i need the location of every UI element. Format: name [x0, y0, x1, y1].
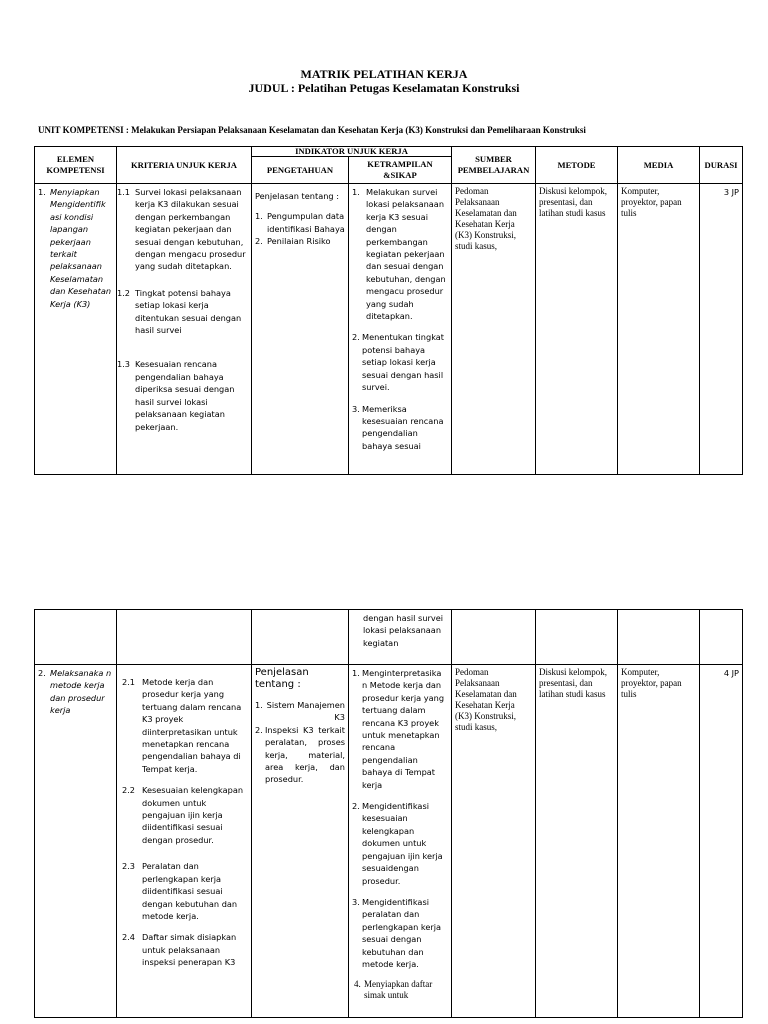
elemen-cell: 2. Melaksanaka n metode kerja dan prosedur kerja — [38, 668, 112, 716]
document-title: MATRIK PELATIHAN KERJA — [300, 67, 468, 81]
matrix-table-1 — [34, 146, 743, 475]
kriteria-item: 2.4 Daftar simak disiapkan untuk pelaksanaan inspeksi penerapan K3 — [122, 932, 237, 968]
header-media: MEDIA — [618, 147, 700, 184]
ketrampilan-item: 1. Menginterpretasika n Metode kerja dan prosedur kerja yang tertuang dalam rencana K3 proyek untuk menetapkan rencana pengendalian bahaya di Tempat kerja — [352, 668, 445, 790]
kriteria-item: 1.2 Tingkat potensi bahaya setiap lokasi kerja ditentukan sesuai dengan hasil survei — [117, 287, 242, 336]
kriteria-item: 1.3 Kesesuaian rencana pengendalian bahaya diperiksa sesuai dengan hasil survei lokasi pelaksanaan kegiatan pekerjaan. — [117, 359, 235, 432]
pengetahuan-intro: Penjelasan tentang : — [255, 191, 339, 201]
ketrampilan-continuation: dengan hasil survei lokasi pelaksanaan kegiatan — [349, 610, 452, 665]
ketrampilan-item: 2. Menentukan tingkat potensi bahaya setiap lokasi kerja sesuai dengan hasil survei. — [352, 332, 445, 393]
table-row — [35, 665, 743, 1018]
metode-cell: Diskusi kelompok, presentasi, dan latihan studi kasus — [536, 665, 618, 1018]
sumber-cell: Pedoman Pelaksanaan Keselamatan dan Kesehatan Kerja (K3) Konstruksi, studi kasus, — [452, 665, 536, 1018]
sumber-cell: Pedoman Pelaksanaan Keselamatan dan Kesehatan Kerja (K3) Konstruksi, studi kasus, — [452, 184, 536, 475]
pengetahuan-item: 2. Inspeksi K3 terkait peralatan, proses kerja, material, area kerja, dan prosedur. — [255, 724, 345, 785]
table-row — [35, 184, 743, 475]
kriteria-item: 2.3 Peralatan dan perlengkapan kerja diidentifikasi sesuai dengan kebutuhan dan metode kerja. — [122, 861, 238, 921]
header-metode: METODE — [536, 147, 618, 184]
header-durasi: DURASI — [700, 147, 743, 184]
elemen-cell: 1. Menyiapkan Mengidentifik asi kondisi lapangan pekerjaan terkait pelaksanaan Keselamatan dan Kesehatan Kerja (K3) — [38, 187, 112, 309]
unit-kompetensi: UNIT KOMPETENSI : Melakukan Persiapan Pelaksanaan Keselamatan dan Kesehatan Kerja (K3) Konstruksi dan Pemeliharaan Konstruksi — [38, 125, 586, 135]
header-pengetahuan: PENGETAHUAN — [252, 157, 349, 184]
table-row — [35, 610, 743, 665]
header-ketrampilan: KETRAMPILAN &SIKAP — [349, 157, 452, 184]
ketrampilan-item: 2. Mengidentifikasi kesesuaian kelengkapan dokumen untuk pengajuan ijin kerja sesuaidengan prosedur. — [352, 801, 443, 886]
durasi-cell: 3 JP — [700, 184, 743, 475]
durasi-cell: 4 JP — [700, 665, 743, 1018]
header-sumber: SUMBER PEMBELAJARAN — [452, 147, 536, 184]
media-cell: Komputer, proyektor, papan tulis — [618, 665, 700, 1018]
pengetahuan-item: 1. Sistem Manajemen K3 — [255, 700, 345, 723]
kriteria-item: 1.1 Survei lokasi pelaksanaan kerja K3 dilakukan sesuai dengan perkembangan kegiatan pekerjaan dan sesuai dengan kebutuhan, dengan mengacu prosedur yang sudah ditetapkan. — [117, 187, 246, 272]
header-elemen: ELEMEN KOMPETENSI — [35, 147, 117, 184]
ketrampilan-item: 1. Melakukan survei lokasi pelaksanaan kerja K3 sesuai dengan perkembangan kegiatan pekerjaan dan sesuai dengan kebutuhan, dengan mengacu prosedur yang sudah ditetapkan. — [352, 187, 446, 322]
kriteria-item: 2.1 Metode kerja dan prosedur kerja yang tertuang dalam rencana K3 proyek diinterpretasikan untuk menetapkan rencana pengendalian bahaya di Tempat kerja. — [122, 677, 242, 774]
metode-cell: Diskusi kelompok, presentasi, dan latihan studi kasus — [536, 184, 618, 475]
ketrampilan-item: 3. Mengidentifikasi peralatan dan perlengkapan kerja sesuai dengan kebutuhan dan metode kerja. — [352, 896, 442, 969]
kriteria-item: 2.2 Kesesuaian kelengkapan dokumen untuk pengajuan ijin kerja diidentifikasi sesuai dengan prosedur. — [122, 785, 244, 845]
header-kriteria: KRITERIA UNJUK KERJA — [117, 147, 252, 184]
ketrampilan-item: 3. Memeriksa kesesuaian rencana pengendalian bahaya sesuai — [352, 403, 444, 451]
pengetahuan-item: 2. Penilaian Risiko — [255, 236, 331, 247]
header-indikator: INDIKATOR UNJUK KERJA — [252, 147, 452, 157]
media-cell: Komputer, proyektor, papan tulis — [618, 184, 700, 475]
matrix-table-2 — [34, 609, 743, 1018]
pengetahuan-intro: Penjelasan tentang : — [255, 667, 309, 690]
document-subtitle: JUDUL : Pelatihan Petugas Keselamatan Konstruksi — [248, 81, 520, 95]
pengetahuan-item: 1. Pengumpulan data identifikasi Bahaya — [255, 211, 345, 234]
ketrampilan-item: 4. Menyiapkan daftar simak untuk — [354, 979, 433, 1001]
